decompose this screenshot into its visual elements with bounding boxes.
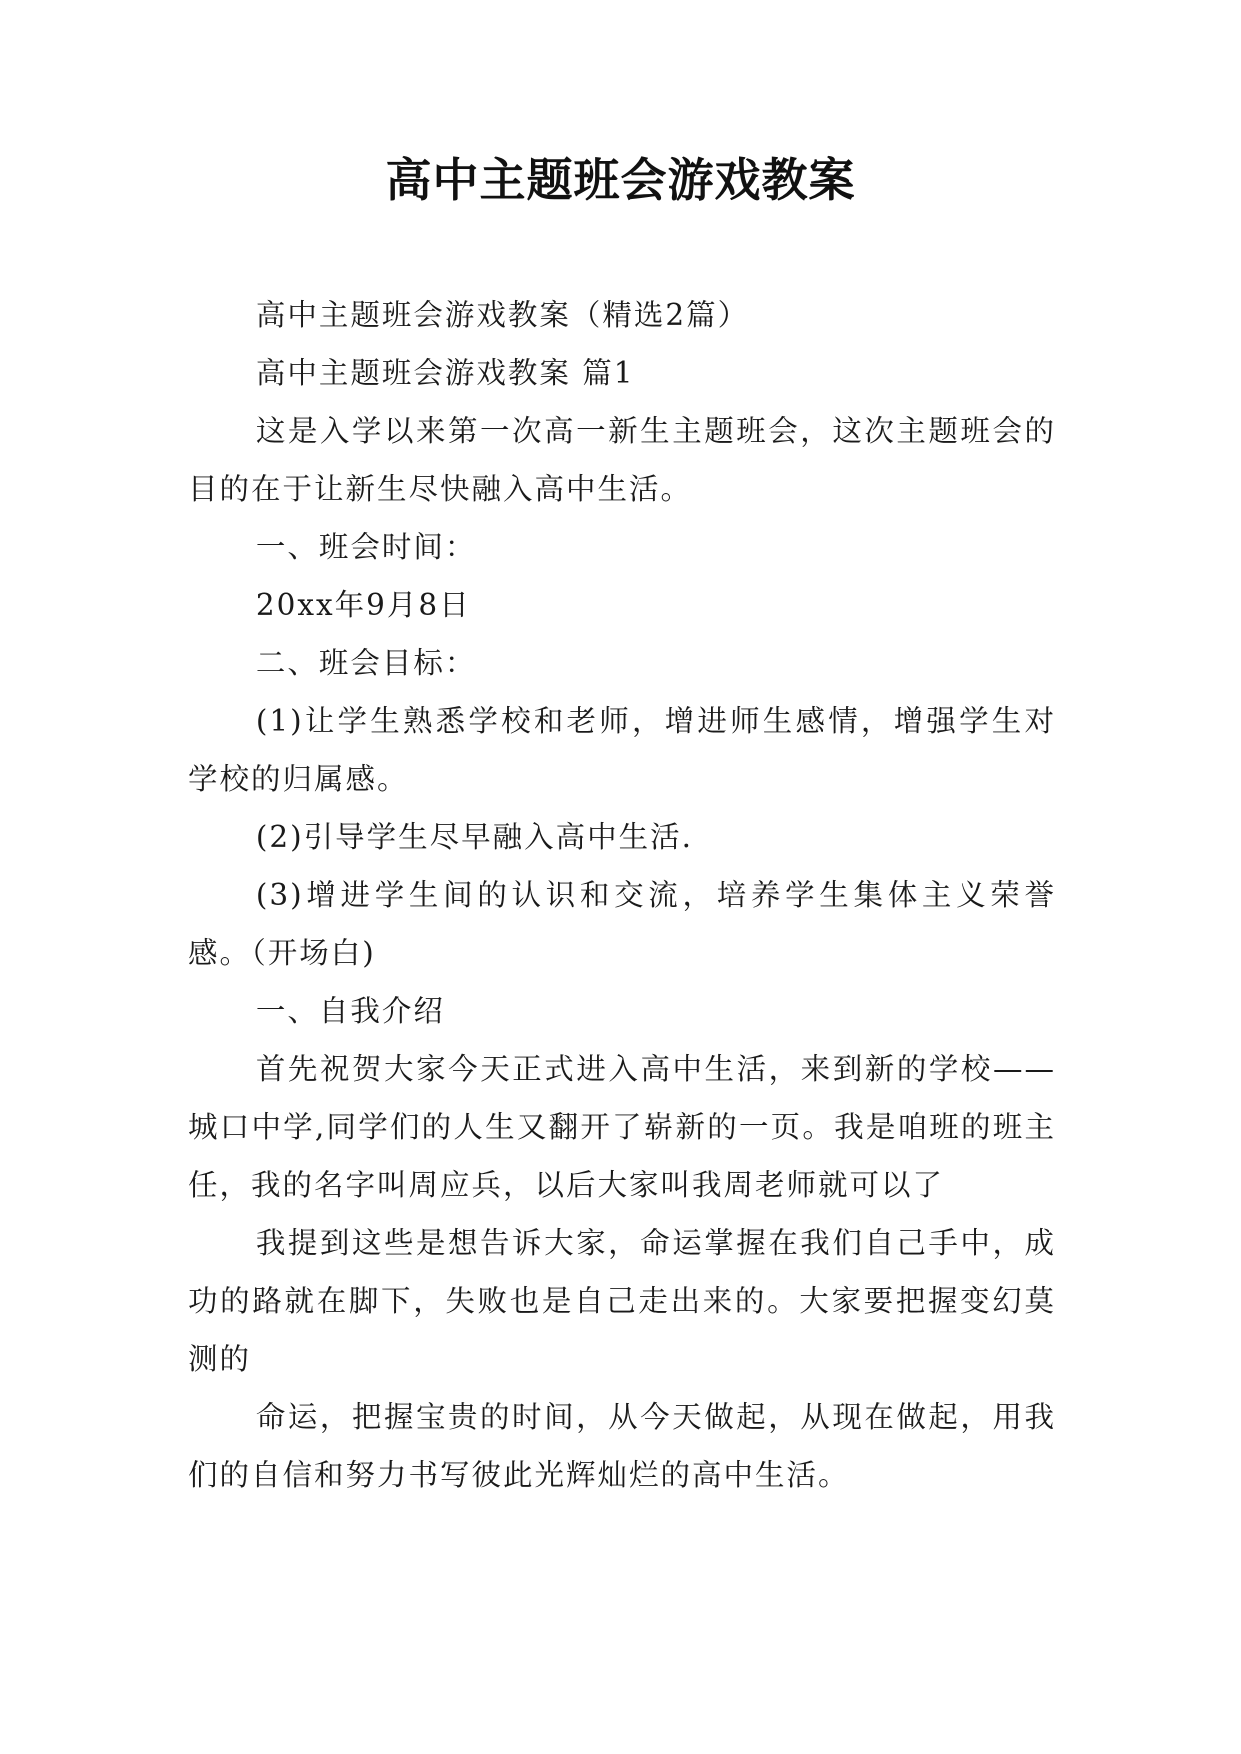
paragraph-self-intro-heading: 一、自我介绍	[255, 994, 445, 1028]
document-title: 高中主题班会游戏教案	[385, 153, 856, 207]
paragraph-section-heading: 高中主题班会游戏教案 篇1	[255, 356, 635, 390]
paragraph-goal-2: (2)引导学生尽早融入高中生活.	[255, 820, 694, 854]
paragraph-goals-heading: 二、班会目标：	[255, 646, 477, 680]
paragraph-goal-3: (3)增进学生间的认识和交流，培养学生集体主义荣誉感。（开场白)	[188, 878, 1056, 970]
paragraph-message-2: 命运，把握宝贵的时间，从今天做起，从现在做起，用我们的自信和努力书写彼此光辉灿烂的高中生活。	[188, 1400, 1056, 1492]
document-body	[188, 286, 1056, 1504]
paragraph-goal-1: (1)让学生熟悉学校和老师，增进师生感情，增强学生对学校的归属感。	[188, 704, 1056, 796]
paragraph-intro: 这是入学以来第一次高一新生主题班会，这次主题班会的目的在于让新生尽快融入高中生活。	[188, 414, 1056, 506]
paragraph-date: 20xx年9月8日	[255, 588, 471, 622]
paragraph-message-1: 我提到这些是想告诉大家，命运掌握在我们自己手中，成功的路就在脚下，失败也是自己走出来的。大家要把握变幻莫测的	[188, 1226, 1056, 1376]
paragraph-subtitle: 高中主题班会游戏教案（精选2篇）	[255, 298, 750, 332]
paragraph-time-heading: 一、班会时间：	[255, 530, 477, 564]
paragraph-self-intro: 首先祝贺大家今天正式进入高中生活，来到新的学校——城口中学,同学们的人生又翻开了崭新的一页。我是咱班的班主任，我的名字叫周应兵，以后大家叫我周老师就可以了	[188, 1052, 1056, 1202]
